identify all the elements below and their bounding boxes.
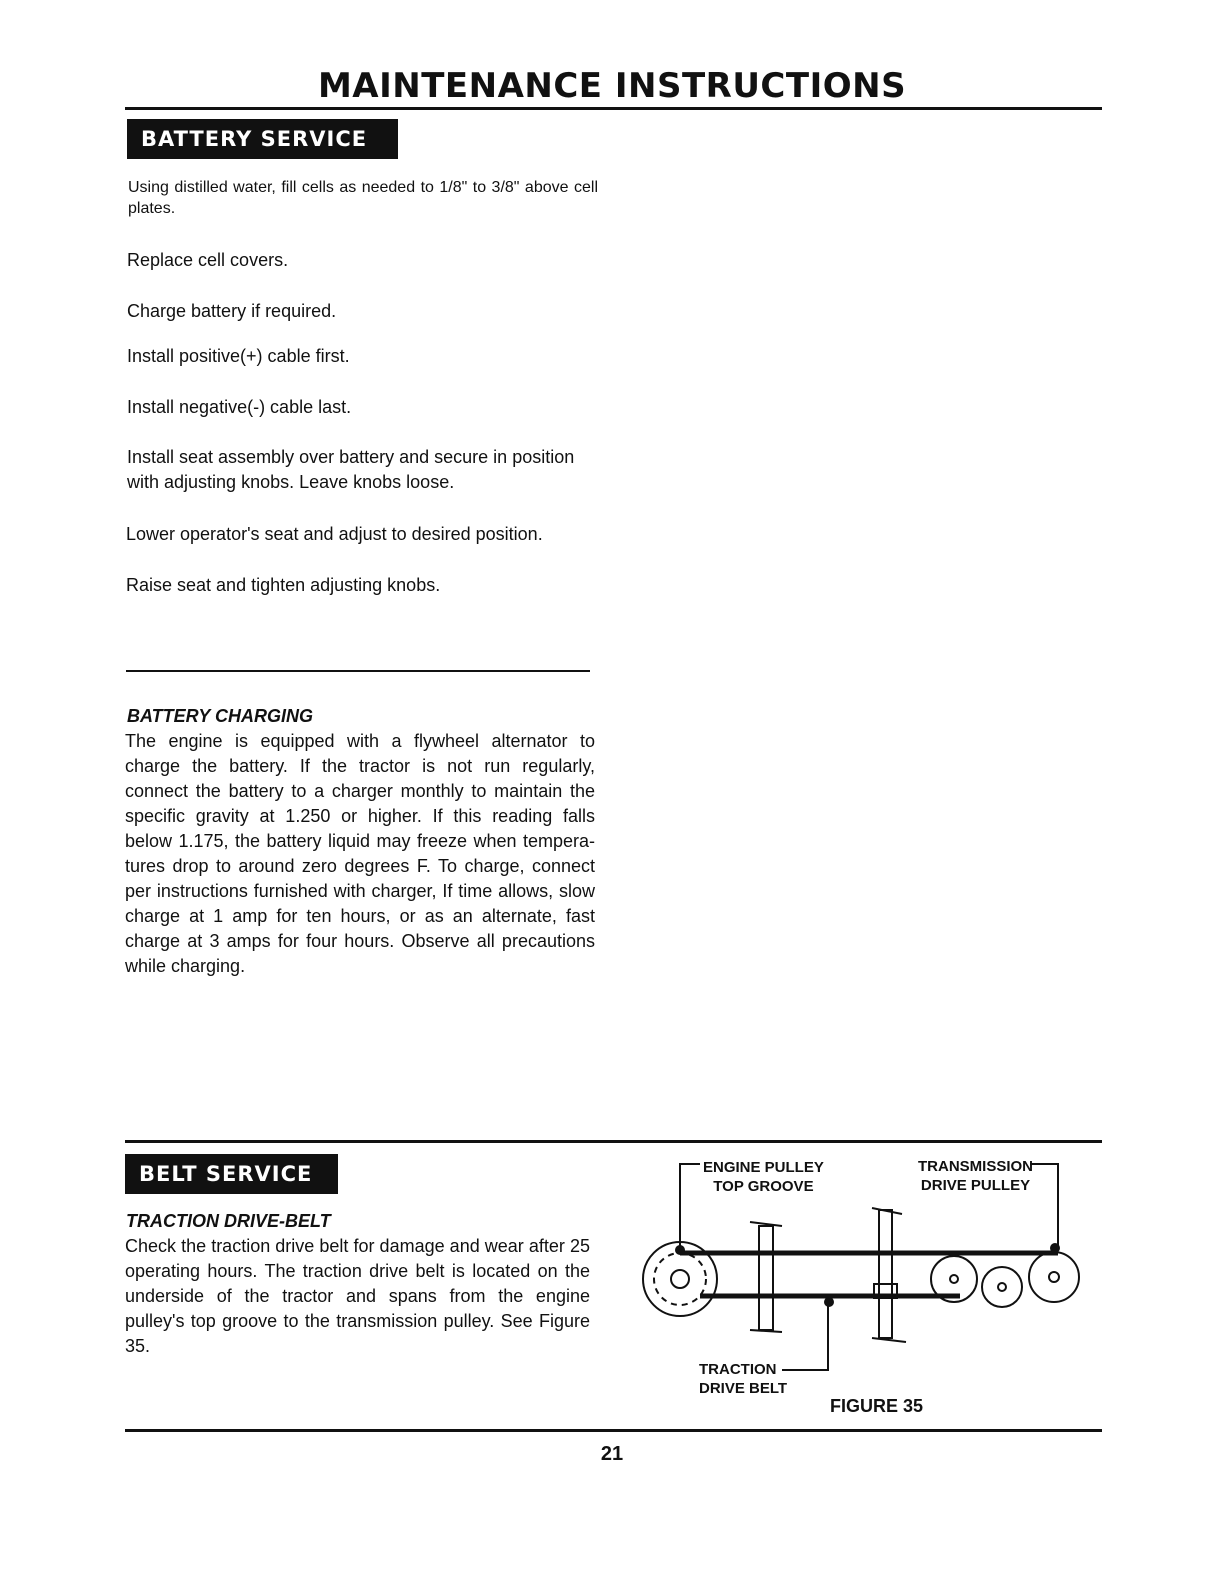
battery-charging-text: The engine is equipped with a flywheel alternator to charge the battery. If the tractor is not run regularly, connect the battery to a charger monthly to maintain the specific gravity at 1.250 or higher. If this reading falls below 1.175, the battery liquid may freeze when tempera-tures drop to around zero degrees F. To charge, connect per instructions furnished with charger, If time allows, slow charge at 1 amp for ten hours, or as an alternate, fast charge at 3 amps for four hours. Observe all precautions while charging. <box>125 731 595 976</box>
traction-belt-label <box>699 1360 787 1398</box>
battery-step-6: Install seat assembly over battery and secure in position with adjusting knobs. Leave knobs loose. <box>127 447 575 492</box>
page-title: MAINTENANCE INSTRUCTIONS <box>317 66 907 106</box>
engine-pulley-label <box>703 1158 824 1196</box>
battery-step-8: Raise seat and tighten adjusting knobs. <box>126 575 441 595</box>
battery-service-heading <box>127 119 398 159</box>
traction-belt-label-line1: TRACTION <box>699 1361 777 1378</box>
transmission-pulleys <box>931 1252 1079 1307</box>
engine-pulley-label-line2: TOP GROOVE <box>713 1178 814 1195</box>
engine-pulley-label-line1: ENGINE PULLEY <box>703 1159 824 1176</box>
bottom-rule <box>125 1429 1102 1432</box>
page-number: 21 <box>600 1443 624 1465</box>
battery-step-5: Install negative(-) cable last. <box>127 397 352 417</box>
belt-lines <box>680 1253 1058 1296</box>
battery-step-1: Using distilled water, fill cells as needed to 1/8" to 3/8" above cell plates. <box>128 179 598 217</box>
transmission-pulley-label-line2: DRIVE PULLEY <box>920 1177 1031 1194</box>
battery-service-heading-text: BATTERY SERVICE <box>141 127 368 151</box>
figure-caption: FIGURE 35 <box>830 1396 924 1416</box>
battery-step-2: Replace cell covers. <box>127 250 289 270</box>
belt-service-heading <box>125 1154 338 1194</box>
traction-drive-belt-heading: TRACTION DRIVE-BELT <box>126 1211 331 1231</box>
transmission-pulley-label-line1: TRANSMISSION <box>918 1158 1034 1175</box>
belt-section-rule <box>125 1140 1102 1143</box>
belt-service-text: Check the traction drive belt for damage and wear after 25 operating hours. The traction drive belt is located on the underside of the tractor and spans from the engine pulley's top groove to the transmission pulley. See Figure 35. <box>125 1236 590 1356</box>
transmission-pulley-label <box>918 1157 1033 1195</box>
belt-service-heading-text: BELT SERVICE <box>139 1162 313 1186</box>
battery-step-4: Install positive(+) cable first. <box>127 346 350 366</box>
battery-step-3: Charge battery if required. <box>127 301 337 321</box>
section-divider <box>126 670 590 672</box>
battery-charging-heading: BATTERY CHARGING <box>127 706 314 726</box>
title-rule <box>125 107 1102 110</box>
traction-belt-label-line2: DRIVE BELT <box>699 1380 788 1397</box>
battery-step-7: Lower operator's seat and adjust to desired position. <box>126 524 543 544</box>
